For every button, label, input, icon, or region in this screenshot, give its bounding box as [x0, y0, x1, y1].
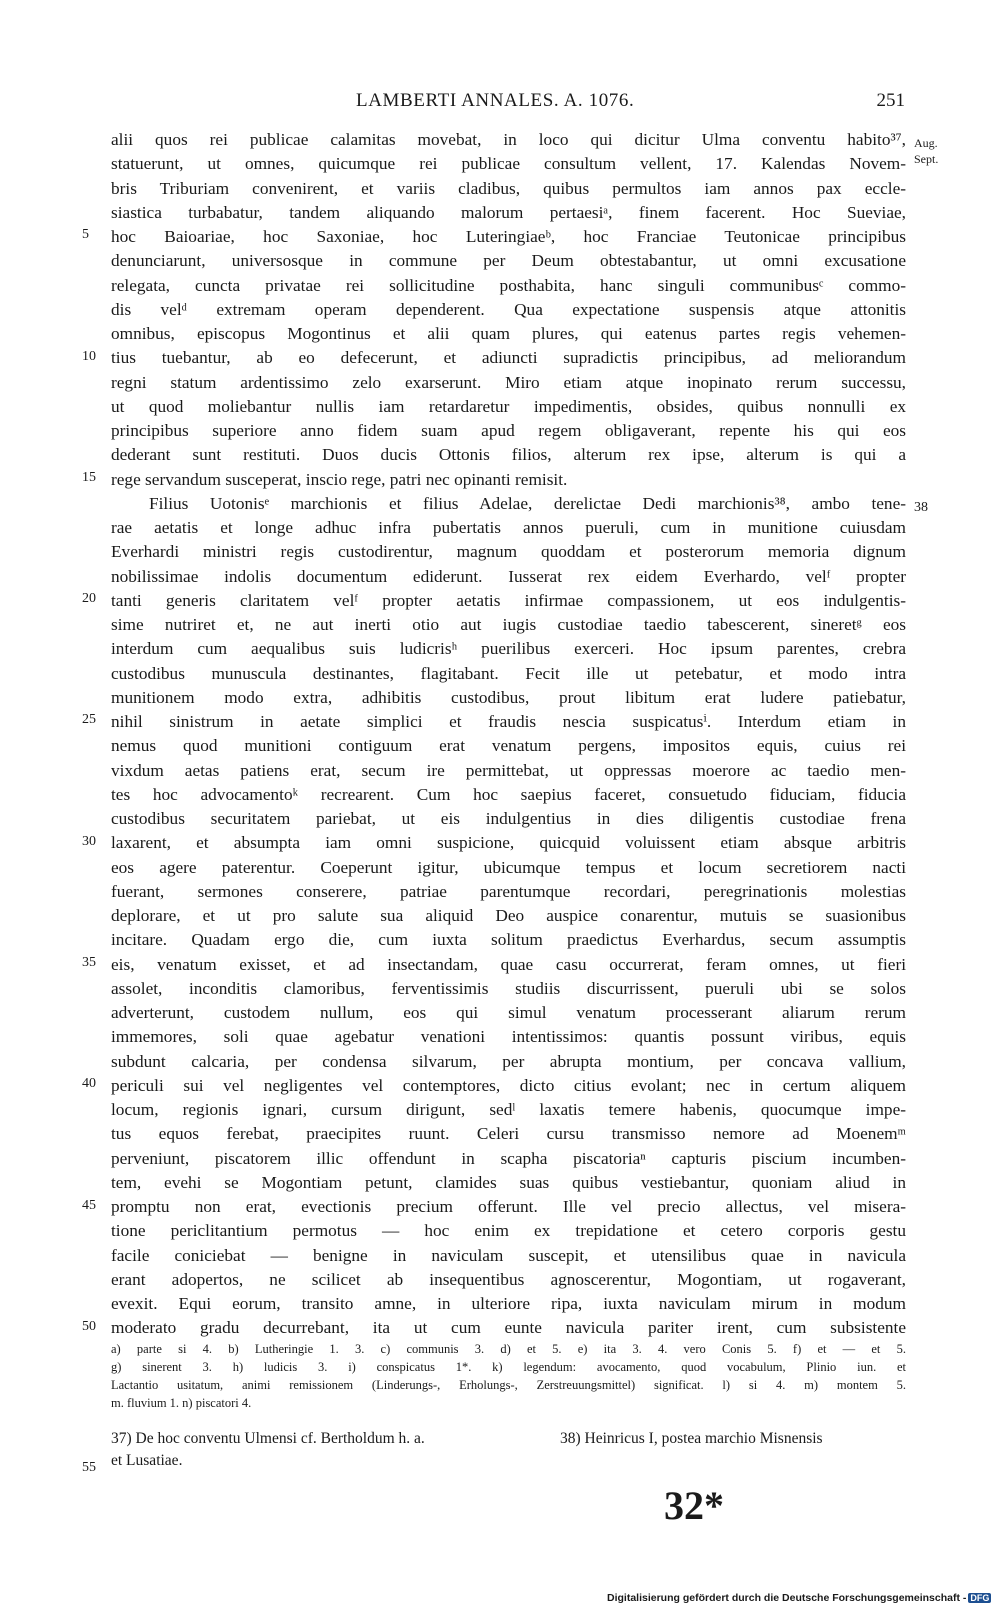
line-number-25: 25 — [82, 712, 96, 727]
text-line: interdum cum aequalibus suis ludicrisʰ puerilibus exerceri. Hoc ipsum parentes, crebra — [111, 639, 906, 659]
text-line: eos agere paterentur. Coeperunt igitur, ubicumque tempus et locum secretiorem nacti — [111, 857, 906, 877]
text-line: alii quos rei publicae calamitas movebat, in loco qui dicitur Ulma conventu habito³⁷, — [111, 130, 906, 149]
running-header — [0, 90, 1000, 116]
margin-note-38: 38 — [914, 500, 928, 515]
line-number-55: 55 — [82, 1460, 96, 1475]
text-line: immemores, soli quae agebatur venationi intentissimos: quantis possunt viribus, equis — [111, 1027, 906, 1047]
text-line: custodibus munuscula destinantes, flagitabant. Fecit ille ut petebatur, et modo intra — [111, 663, 906, 683]
line-number-20: 20 — [82, 591, 96, 606]
digitization-credit — [607, 1592, 991, 1604]
dfg-logo: DFG — [970, 1593, 990, 1603]
text-line: vixdum aetas patiens erat, secum ire permittebat, ut oppressas moerore ac taedio men- — [111, 760, 906, 780]
digitization-text: Digitalisierung gefördert durch die Deutsche Forschungsgemeinschaft - — [607, 1592, 967, 1604]
text-line: eis, venatum exisset, et ad insectandam, quae casu occurrerat, feram omnes, ut fieri — [111, 954, 906, 974]
text-line: adverterunt, custodem nullum, eos qui simul venatum processerant aliarum rerum — [111, 1003, 906, 1022]
text-line: regni statum ardentissimo zelo exarserunt. Miro etiam atque inopinato rerum successu, — [111, 372, 906, 392]
text-line: tes hoc advocamentoᵏ recrearent. Cum hoc saepius faceret, consuetudo fiduciam, fiducia — [111, 784, 906, 804]
text-line: laxarent, et absumpta iam omni suspicione, quicquid voluissent etiam absque arbitris — [111, 833, 906, 853]
line-number-40: 40 — [82, 1076, 96, 1091]
text-line: ut quod moliebantur nullis iam retardaretur impedimentis, obsides, quibus nonnulli ex — [111, 396, 906, 416]
text-line: perveniunt, piscatorem illic offendunt in scapha piscatoriaⁿ capturis piscium incumben- — [111, 1148, 906, 1168]
text-line: tus equos ferebat, praecipites ruunt. Celeri cursu transmisso nemore ad Moenemᵐ — [111, 1124, 906, 1144]
text-line: tem, evehi se Mogontiam petunt, clamides suas quibus vestiebantur, quoniam aliud in — [111, 1172, 906, 1192]
text-line: siastica turbabatur, tandem aliquando malorum pertaesiᵃ, finem facerent. Hoc Sueviae, — [111, 202, 906, 222]
footnote-38-continued: et Lusatiae. — [111, 1452, 183, 1469]
line-number-15: 15 — [82, 470, 96, 485]
text-line: evexit. Equi eorum, transito amne, in ulteriore ripa, iuxta naviculam mirum in modum — [111, 1294, 906, 1313]
text-line: dis velᵈ extremam operam dependerent. Qua expectatione suspensis atque attonitis — [111, 299, 906, 319]
text-line: moderato gradu decurrebant, ita ut cum eunte navicula pariter irent, cum subsistente — [111, 1318, 906, 1338]
text-line: nemus quod munitioni contiguum erat venatum pergens, impositos equis, cuius rei — [111, 736, 906, 756]
text-line: deplorare, et ut pro salute sua aliquid Deo auspice conarentur, mutuis se suasionibus — [111, 906, 906, 925]
running-title: LAMBERTI ANNALES. A. 1076. — [356, 90, 635, 111]
text-line: tius tuebantur, ab eo defecerunt, et adiuncti supradictis principibus, ad meliorandum — [111, 348, 906, 368]
line-number-10: 10 — [82, 349, 96, 364]
text-line: assolet, inconditis clamoribus, ferventissimis studiis discurrissent, pueruli ubi se solos — [111, 978, 906, 998]
text-line: rae aetatis et longe adhuc infra pubertatis annos pueruli, cum in munitione cuiusdam — [111, 518, 906, 537]
text-line: subdunt calcaria, per condensa silvarum, per abrupta montium, per concava vallium, — [111, 1051, 906, 1071]
line-number-45: 45 — [82, 1198, 96, 1213]
footnote-38: 38) Heinricus I, postea marchio Misnensis — [560, 1430, 823, 1447]
signature-mark: 32* — [664, 1483, 724, 1528]
footnote-37: 37) De hoc conventu Ulmensi cf. Bertholdum h. a. — [111, 1430, 425, 1447]
text-line: principibus superiore anno fidem suam apud regem obligaverant, repente his qui eos — [111, 421, 906, 440]
text-line: nihil sinistrum in aetate simplici et fraudis nescia suspicatusⁱ. Interdum etiam in — [111, 712, 906, 731]
margin-date-aug: Aug. — [914, 136, 938, 150]
text-line: incitare. Quadam ergo die, cum iuxta solitum praedictus Everhardus, secum assumptis — [111, 930, 906, 950]
text-line: tione periclitantium permotus — hoc enim ex trepidatione et cetero corporis gestu — [111, 1221, 906, 1241]
text-line: nobilissimae indolis documentum ediderunt. Iusserat rex eidem Everhardo, velᶠ propter — [111, 566, 906, 586]
text-line: rege servandum susceperat, inscio rege, patri nec opinanti remisit. — [111, 469, 568, 489]
variant-footnote-line: m. fluvium 1. n) piscatori 4. — [111, 1396, 252, 1410]
text-line: bris Triburiam convenirent, et variis cladibus, quibus permultos iam annos pax eccle- — [111, 178, 906, 198]
text-line: custodibus securitatem pariebat, ut eis indulgentius in dies diligentis custodiae frena — [111, 809, 906, 828]
text-line: denunciarunt, universosque in commune per Deum obtestabantur, ut omni excusatione — [111, 251, 906, 271]
text-line: hoc Baioariae, hoc Saxoniae, hoc Luteringiaeᵇ, hoc Franciae Teutonicae principibus — [111, 227, 906, 246]
line-number-50: 50 — [82, 1319, 96, 1334]
text-line: omnibus, episcopus Mogontinus et alii quam plures, qui eatenus partes regis vehemen- — [111, 324, 906, 343]
text-line: statuerunt, ut omnes, quicumque rei publicae consultum vellent, 17. Kalendas Novem- — [111, 154, 906, 174]
text-line: periculi sui vel negligentes vel contemptores, dicto citius evolant; nec in certum aliquem — [111, 1075, 906, 1095]
page-number: 251 — [876, 90, 905, 111]
text-line: fuerant, sermones conserere, patriae parentumque recordari, peregrinationis molestias — [111, 881, 906, 901]
text-line: relegata, cuncta privatae rei sollicitudine posthabita, hanc singuli communibusᶜ commo- — [111, 275, 906, 295]
text-line: erant adopertos, ne scilicet ab insequentibus agnoscerentur, Mogontiam, ut rogaverant, — [111, 1269, 906, 1289]
text-line: sime nutriret et, ne aut inerti otio aut iugis custodiae taedio tabescerent, sineretᵍ eos — [111, 615, 906, 634]
main-text — [111, 128, 906, 1341]
text-line: promptu non erat, evectionis precium offerunt. Ille vel precio allectus, vel misera- — [111, 1197, 906, 1216]
text-line: tanti generis claritatem velᶠ propter aetatis infirmae compassionem, ut eos indulgentis- — [111, 590, 906, 610]
text-line: Everhardi ministri regis custodirentur, magnum quoddam et posterorum memoria dignum — [111, 542, 906, 562]
text-line: facile coniciebat — benigne in naviculam suscepit, et utensilibus quae in navicula — [111, 1245, 906, 1265]
variant-footnote-line: g) sinerent 3. h) ludicis 3. i) conspicatus 1*. k) legendum: avocamento, quod vocabulum, Plinio iun. et — [111, 1360, 906, 1374]
line-number-30: 30 — [82, 834, 96, 849]
text-line: munitionem modo extra, adhibitis custodibus, prout libitum erat ludere patiebatur, — [111, 687, 906, 707]
text-line: Filius Uotonisᵉ marchionis et filius Adelae, derelictae Dedi marchionis³⁸, ambo tene- — [149, 493, 906, 513]
variant-footnote-line: Lactantio usitatum, animi remissionem (Linderungs-, Erholungs-, Zerstreuungsmittel) significat. l) si 4. m) montem 5. — [111, 1378, 906, 1392]
variant-footnote-line: a) parte si 4. b) Lutheringie 1. 3. c) communis 3. d) et 5. e) ita 3. 4. vero Conis 5. f) et — et 5. — [111, 1342, 906, 1356]
line-number-35: 35 — [82, 955, 96, 970]
text-line: locum, regionis ignari, cursum dirigunt, sedˡ laxatis temere habenis, quocumque impe- — [111, 1100, 906, 1119]
text-line: dederant sunt restituti. Duos ducis Ottonis filios, alterum rex ipse, alterum is qui a — [111, 445, 906, 465]
line-number-5: 5 — [82, 227, 89, 242]
margin-date-sept: Sept. — [914, 152, 939, 166]
